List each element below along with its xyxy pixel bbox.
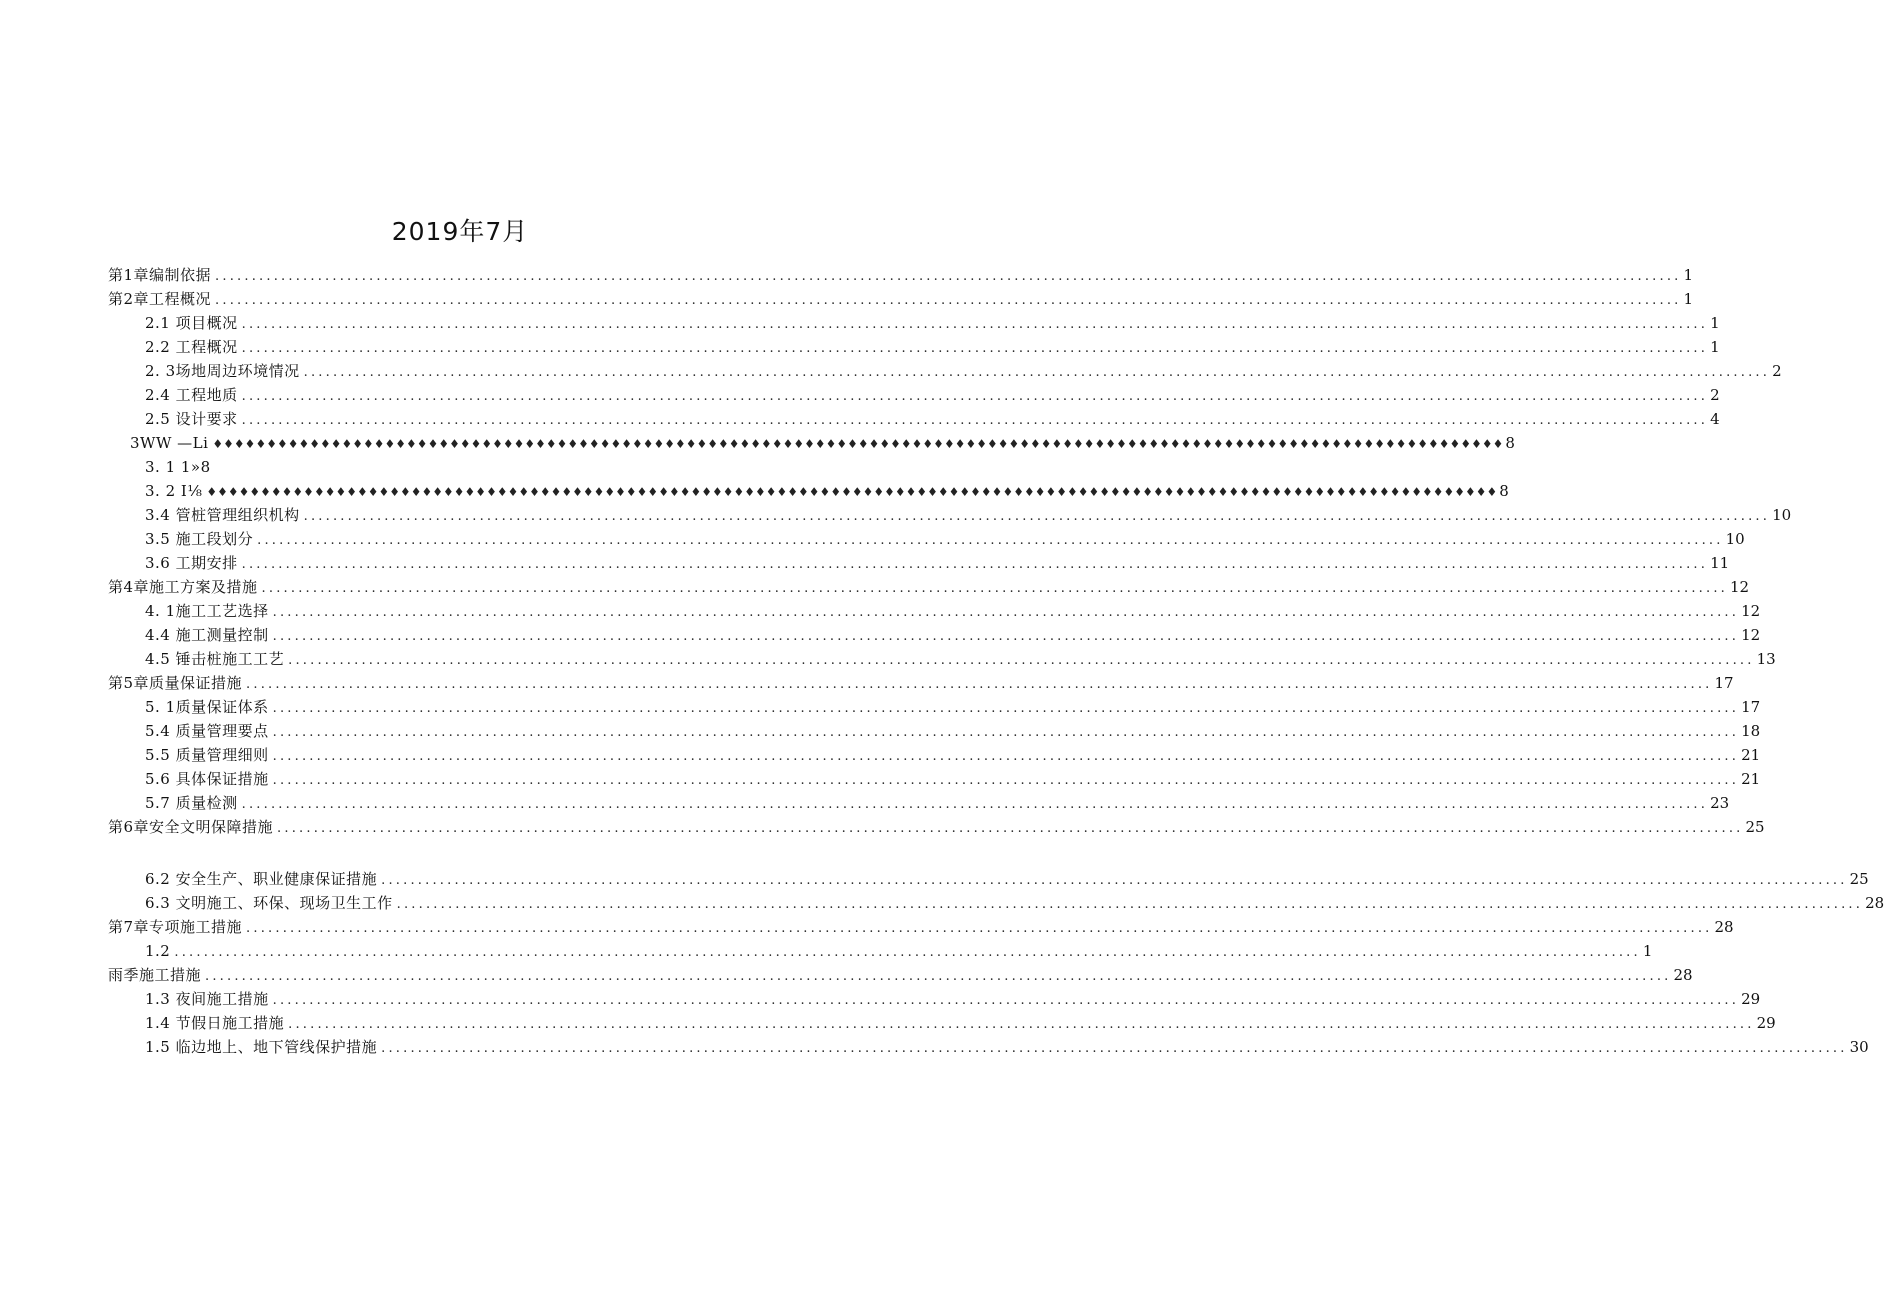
toc-entry-page: 8 bbox=[1505, 434, 1515, 452]
toc-entry-title: 4.5 锤击桩施工工艺 bbox=[145, 650, 285, 668]
toc-entry[interactable] bbox=[108, 916, 1734, 938]
toc-entry[interactable] bbox=[145, 360, 1782, 382]
toc-entry-title: 3.5 施工段划分 bbox=[145, 530, 254, 548]
toc-entry-title: 5.4 质量管理要点 bbox=[145, 722, 269, 740]
toc-entry-title: 5. 1质量保证体系 bbox=[145, 698, 269, 716]
toc-entry-title: 1.2 bbox=[145, 942, 171, 960]
toc-leader: ........................................................................................................................................................................................................ bbox=[246, 677, 1713, 692]
toc-entry-page: 23 bbox=[1710, 794, 1730, 812]
toc-entry-page: 29 bbox=[1756, 1014, 1776, 1032]
toc-entry-title: 6.3 文明施工、环保、现场卫生工作 bbox=[145, 894, 393, 912]
toc-entry-title: 4. 1施工工艺选择 bbox=[145, 602, 269, 620]
toc-entry-page: 11 bbox=[1710, 554, 1730, 572]
toc-entry[interactable] bbox=[145, 1012, 1776, 1034]
toc-entry[interactable] bbox=[145, 1036, 1869, 1058]
toc-leader: ........................................................................................................................................................................................................ bbox=[277, 821, 1744, 836]
toc-entry-title: 2. 3场地周边环境情况 bbox=[145, 362, 300, 380]
toc-leader: ........................................................................................................................................................................................................ bbox=[272, 629, 1740, 644]
toc-entry-title: 第7章专项施工措施 bbox=[108, 918, 243, 936]
toc-entry[interactable] bbox=[108, 576, 1750, 598]
toc-entry[interactable] bbox=[145, 940, 1653, 962]
toc-entry-page: 1 bbox=[1710, 338, 1720, 356]
toc-leader: ........................................................................................................................................................................................................ bbox=[396, 897, 1864, 912]
toc-entry-page: 18 bbox=[1741, 722, 1761, 740]
toc-entry-page: 1 bbox=[1642, 942, 1653, 960]
toc-entry-page: 17 bbox=[1741, 698, 1761, 716]
toc-leader: ........................................................................................................................................................................................................ bbox=[215, 293, 1682, 308]
toc-entry-page: 12 bbox=[1730, 578, 1750, 596]
toc-entry-title: 1.4 节假日施工措施 bbox=[145, 1014, 285, 1032]
toc-entry[interactable] bbox=[145, 648, 1776, 670]
toc-entry[interactable] bbox=[145, 624, 1761, 646]
toc-leader: ........................................................................................................................................................................................................ bbox=[272, 773, 1740, 788]
toc-leader: ♦♦♦♦♦♦♦♦♦♦♦♦♦♦♦♦♦♦♦♦♦♦♦♦♦♦♦♦♦♦♦♦♦♦♦♦♦♦♦♦♦♦♦♦♦♦♦♦♦♦♦♦♦♦♦♦♦♦♦♦♦♦♦♦♦♦♦♦♦♦♦♦♦♦♦♦♦♦♦♦♦♦♦♦♦♦♦♦♦♦♦♦♦♦♦♦♦♦♦♦♦♦♦♦♦♦♦♦♦♦♦♦♦♦♦♦♦♦♦♦ bbox=[212, 437, 1504, 451]
toc-entry[interactable] bbox=[145, 504, 1792, 526]
toc-entry-title: 第1章编制依据 bbox=[108, 266, 212, 284]
toc-leader: ........................................................................................................................................................................................................ bbox=[241, 341, 1709, 356]
toc-leader: ........................................................................................................................................................................................................ bbox=[241, 317, 1709, 332]
toc-entry-title: 5.6 具体保证措施 bbox=[145, 770, 269, 788]
toc-entry-page: 13 bbox=[1756, 650, 1776, 668]
toc-entry-page: 1 bbox=[1683, 290, 1694, 308]
toc-entry[interactable] bbox=[145, 892, 1884, 914]
toc-leader: ........................................................................................................................................................................................................ bbox=[381, 1041, 1848, 1056]
toc-leader: ........................................................................................................................................................................................................ bbox=[174, 945, 1641, 960]
toc-leader: ........................................................................................................................................................................................................ bbox=[246, 921, 1713, 936]
toc-entry[interactable] bbox=[108, 672, 1734, 694]
toc-leader: ........................................................................................................................................................................................................ bbox=[272, 701, 1740, 716]
toc-entry[interactable] bbox=[145, 792, 1730, 814]
toc-entry-title: 2.2 工程概况 bbox=[145, 338, 238, 356]
toc-entry[interactable] bbox=[145, 720, 1761, 742]
toc-leader: ........................................................................................................................................................................................................ bbox=[215, 269, 1682, 284]
toc-entry[interactable] bbox=[145, 600, 1761, 622]
toc-entry-title: 6.2 安全生产、职业健康保证措施 bbox=[145, 870, 378, 888]
toc-entry-page: 12 bbox=[1741, 602, 1761, 620]
toc-entry-title: 2.4 工程地质 bbox=[145, 386, 238, 404]
toc-entry[interactable] bbox=[145, 552, 1730, 574]
toc-leader: ........................................................................................................................................................................................................ bbox=[241, 557, 1709, 572]
toc-entry[interactable] bbox=[145, 480, 1509, 502]
toc-entry[interactable] bbox=[145, 744, 1761, 766]
toc-leader: ♦♦♦♦♦♦♦♦♦♦♦♦♦♦♦♦♦♦♦♦♦♦♦♦♦♦♦♦♦♦♦♦♦♦♦♦♦♦♦♦♦♦♦♦♦♦♦♦♦♦♦♦♦♦♦♦♦♦♦♦♦♦♦♦♦♦♦♦♦♦♦♦♦♦♦♦♦♦♦♦♦♦♦♦♦♦♦♦♦♦♦♦♦♦♦♦♦♦♦♦♦♦♦♦♦♦♦♦♦♦♦♦♦♦♦♦♦♦♦♦ bbox=[206, 485, 1498, 499]
toc-entry-page: 21 bbox=[1741, 746, 1761, 764]
toc-entry[interactable] bbox=[108, 816, 1765, 838]
toc-entry[interactable] bbox=[145, 988, 1761, 1010]
toc-entry-page: 25 bbox=[1745, 818, 1765, 836]
toc-entry-title: 第6章安全文明保障措施 bbox=[108, 818, 274, 836]
toc-entry-page: 10 bbox=[1725, 530, 1745, 548]
toc-entry-page: 4 bbox=[1710, 410, 1720, 428]
toc-entry[interactable] bbox=[145, 768, 1761, 790]
toc-entry[interactable] bbox=[145, 312, 1720, 334]
toc-entry-page: 10 bbox=[1772, 506, 1792, 524]
toc-entry-title: 雨季施工措施 bbox=[108, 966, 202, 984]
toc-entry[interactable] bbox=[145, 868, 1869, 890]
toc-leader: ........................................................................................................................................................................................................ bbox=[241, 389, 1709, 404]
toc-entry-title: 3.6 工期安排 bbox=[145, 554, 238, 572]
toc-entry-title: 3. 2 I⅛ bbox=[145, 482, 203, 500]
toc-entry[interactable] bbox=[108, 288, 1694, 310]
toc-leader: ........................................................................................................................................................................................................ bbox=[381, 873, 1848, 888]
toc-entry-title: 5.5 质量管理细则 bbox=[145, 746, 269, 764]
toc-entry-page: 25 bbox=[1849, 870, 1869, 888]
toc-leader: ........................................................................................................................................................................................................ bbox=[241, 413, 1709, 428]
toc-entry-page: 2 bbox=[1710, 386, 1720, 404]
toc-entry-page: 17 bbox=[1714, 674, 1734, 692]
toc-entry-title: 2.5 设计要求 bbox=[145, 410, 238, 428]
toc-entry-page: 1 bbox=[1683, 266, 1694, 284]
toc-leader: ........................................................................................................................................................................................................ bbox=[272, 605, 1740, 620]
toc-entry-page: 28 bbox=[1673, 966, 1693, 984]
toc-entry-page: 28 bbox=[1714, 918, 1734, 936]
toc-entry-title: 2.1 项目概况 bbox=[145, 314, 238, 332]
toc-entry-page: 1 bbox=[1710, 314, 1720, 332]
toc-entry-page: 28 bbox=[1865, 894, 1884, 912]
toc-leader: ........................................................................................................................................................................................................ bbox=[288, 1017, 1755, 1032]
toc-entry[interactable] bbox=[145, 696, 1761, 718]
toc-entry-title: 5.7 质量检测 bbox=[145, 794, 238, 812]
toc-entry[interactable] bbox=[145, 456, 808, 478]
toc-leader: ........................................................................................................................................................................................................ bbox=[272, 725, 1740, 740]
toc-entry-page: 30 bbox=[1849, 1038, 1869, 1056]
toc-leader: ........................................................................................................................................................................................................ bbox=[288, 653, 1755, 668]
toc-entry-title: 4.4 施工测量控制 bbox=[145, 626, 269, 644]
toc-leader: ........................................................................................................................................................................................................ bbox=[205, 969, 1672, 984]
toc-entry-page: 29 bbox=[1741, 990, 1761, 1008]
toc-leader: ........................................................................................................................................................................................................ bbox=[257, 533, 1724, 548]
toc-entry[interactable] bbox=[145, 336, 1720, 358]
toc-leader: ........................................................................................................................................................................................................ bbox=[261, 581, 1729, 596]
toc-entry[interactable] bbox=[145, 528, 1745, 550]
toc-entry-page: 2 bbox=[1772, 362, 1782, 380]
toc-leader: ........................................................................................................................................................................................................ bbox=[303, 365, 1771, 380]
toc-entry[interactable] bbox=[130, 432, 1515, 454]
toc-entry-title: 3.4 管桩管理组织机构 bbox=[145, 506, 300, 524]
toc-entry-page: 8 bbox=[1499, 482, 1509, 500]
toc-entry-page: 21 bbox=[1741, 770, 1761, 788]
toc-leader: ........................................................................................................................................................................................................ bbox=[272, 749, 1740, 764]
toc-leader: ........................................................................................................................................................................................................ bbox=[272, 993, 1740, 1008]
toc-entry-title: 1.5 临边地上、地下管线保护措施 bbox=[145, 1038, 378, 1056]
toc-leader: ........................................................................................................................................................................................................ bbox=[303, 509, 1771, 524]
document-date-title: 2019年7月 bbox=[391, 217, 529, 246]
toc-entry[interactable] bbox=[108, 964, 1693, 986]
toc-entry[interactable] bbox=[108, 264, 1694, 286]
toc-entry[interactable] bbox=[145, 384, 1720, 406]
toc-entry-title: 第5章质量保证措施 bbox=[108, 674, 243, 692]
toc-entry-page: 12 bbox=[1741, 626, 1761, 644]
toc-entry-title: 第4章施工方案及措施 bbox=[108, 578, 258, 596]
toc-leader: ........................................................................................................................................................................................................ bbox=[241, 797, 1709, 812]
toc-entry[interactable] bbox=[145, 408, 1720, 430]
toc-entry-title: 3WW —Li bbox=[130, 434, 209, 452]
toc-entry-title: 1.3 夜间施工措施 bbox=[145, 990, 269, 1008]
toc-entry-title: 3. 1 1»8 bbox=[145, 458, 211, 476]
toc-entry-title: 第2章工程概况 bbox=[108, 290, 212, 308]
